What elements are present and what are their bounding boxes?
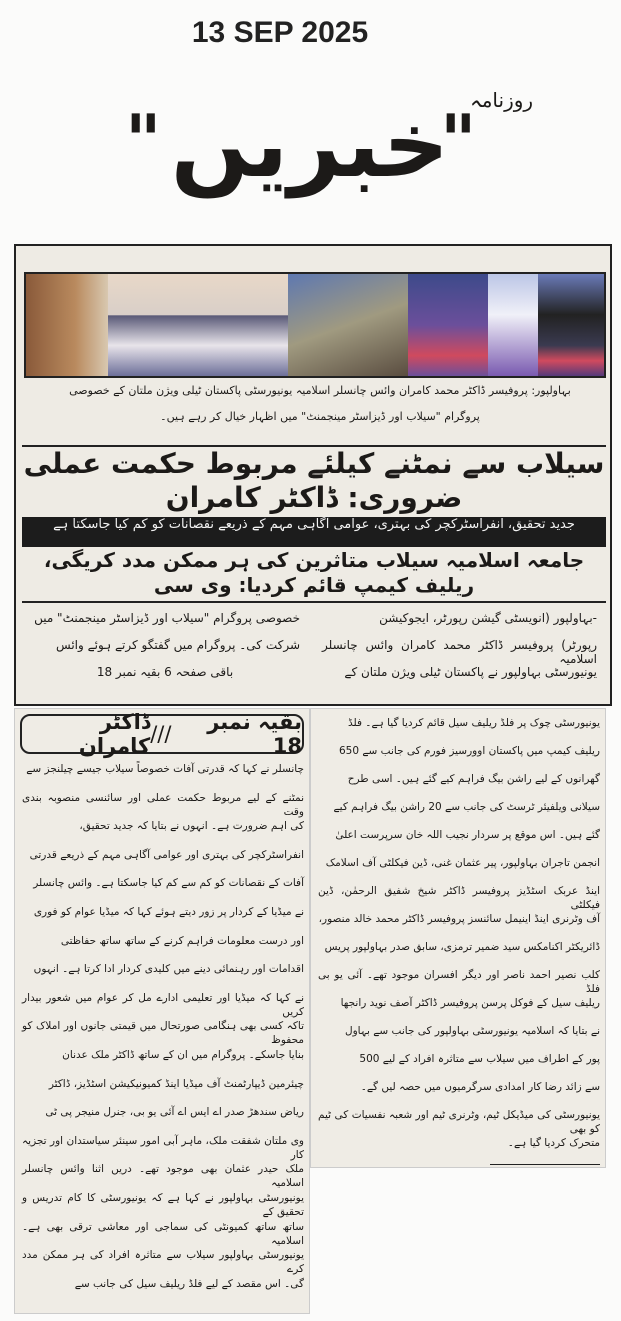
photo-panel [26, 274, 108, 376]
text-line: یونیورسٹی بہاولپور نے پاکستان ٹیلی ویژن ملتان کے [344, 665, 597, 679]
text-line: یونیورسٹی چوک پر فلڈ ریلیف سیل قائم کردیا گیا ہے۔ فلڈ [347, 717, 600, 729]
text-line: ریلیف سیل کے فوکل پرسن پروفیسر ڈاکٹر آصف نوید رانجھا [340, 997, 600, 1009]
text-line: گئے ہیں۔ اس موقع پر سردار نجیب اللہ خان سرپرست اعلیٰ [335, 829, 600, 841]
text-line: سے زائد رضا کار امدادی سرگرمیوں میں حصہ لیں گے۔ [360, 1081, 600, 1093]
continuation-title: ڈاکٹر کامران [78, 710, 151, 758]
news-photo [24, 272, 606, 378]
lead-column-right [322, 612, 597, 693]
text-line: نے کہا کہ میڈیا اور تعلیمی ادارے مل کر عوام میں شعور بیدار کریں [22, 991, 304, 1018]
photo-panel [488, 274, 538, 376]
text-line: نے بتایا کہ اسلامیہ یونیورسٹی بہاولپور کی جانب سے بہاول [344, 1025, 600, 1037]
masthead-quote-close: " [125, 100, 162, 182]
text-line: یونیورسٹی بہاولپور سیلاب سے متاثرہ افراد کی ہر ممکن مدد کرے [22, 1249, 304, 1276]
text-line: گھرانوں کے لیے راشن بیگ فراہم کیے گئے ہیں۔ اسی طرح [347, 773, 600, 785]
divider [22, 601, 606, 603]
text-line: انجمن تاجران بہاولپور، پیر عثمان غنی، ڈین فیکلٹی آف اسلامک [325, 857, 600, 869]
text-line: -بہاولپور (انویسٹی گیشن رپورٹر، ایجوکیشن [379, 611, 597, 625]
text-line: اینڈ عربک اسٹڈیز پروفیسر ڈاکٹر شیخ شفیق الرحمٰن، ڈین فیکلٹی [318, 885, 600, 911]
text-line: کلب نصیر احمد ناصر اور دیگر افسران موجود تھے۔ آئی یو بی فلڈ [318, 969, 600, 995]
headline: سیلاب سے نمٹنے کیلئے مربوط حکمت عملی ضروری: ڈاکٹر کامران [23, 447, 605, 514]
continuation-text-left [22, 762, 304, 1305]
text-line: متحرک کردیا گیا ہے۔ [507, 1137, 600, 1149]
photo-panel [288, 274, 408, 376]
text-line: یونیورسٹی کی میڈیکل ٹیم، وٹرنری ٹیم اور شعبہ نفسیات کی ٹیم کو بھی [318, 1109, 600, 1135]
text-line: اور درست معلومات فراہم کرنے کے ساتھ ساتھ حفاظتی [60, 934, 304, 947]
lead-column-left [30, 612, 300, 693]
text-line: کی اہم ضرورت ہے۔ انہوں نے بتایا کہ جدید تحقیق، [79, 820, 304, 833]
text-line: خصوصی پروگرام "سیلاب اور ڈیزاسٹر مینجمنٹ" میں [34, 611, 300, 625]
masthead-logo: خبریں [170, 91, 450, 198]
caption-line: پروگرام "سیلاب اور ڈیزاسٹر مینجمنٹ" میں اظہار خیال کر رہے ہیں۔ [160, 410, 480, 423]
text-line: تاکہ کسی بھی ہنگامی صورتحال میں قیمتی جانوں اور املاک کو محفوظ [22, 1020, 304, 1047]
continuation-label: بقیہ نمبر 18 [207, 710, 302, 758]
text-line: سیلانی ویلفیئر ٹرسٹ کی جانب سے 20 راشن بیگ فراہم کیے [333, 801, 600, 813]
masthead-prefix: روزنامہ [470, 88, 534, 112]
text-line: بنایا جاسکے۔ پروگرام میں ان کے ساتھ ڈاکٹر ملک عدنان [62, 1048, 304, 1061]
caption-line: بہاولپور: پروفیسر ڈاکٹر محمد کامران وائس چانسلر اسلامیہ یونیورسٹی پاکستان ٹیلی ویژن ملتان کے خصوصی [69, 384, 571, 397]
text-line: ملک حیدر عثمان بھی موجود تھے۔ دریں اثنا وائس چانسلر اسلامیہ [22, 1163, 304, 1190]
photo-panel [538, 274, 604, 376]
publication-date: 13 SEP 2025 [191, 16, 369, 49]
text-line: گی۔ اس مقصد کے لیے فلڈ ریلیف سیل کی جانب سے [74, 1277, 304, 1290]
text-line: اقدامات اور رہنمائی دینے میں کلیدی کردار ادا کرتا ہے۔ انہوں [33, 963, 304, 976]
subheadline: جامعہ اسلامیہ سیلاب متاثرین کی ہر ممکن مدد کریگی، ریلیف کیمپ قائم کردیا: وی سی [43, 548, 585, 597]
text-line: چانسلر نے کہا کہ قدرتی آفات خصوصاً سیلاب جیسے چیلنجز سے [26, 763, 304, 775]
separator-slashes: /// [150, 722, 172, 746]
text-line: آفات کے نقصانات کو کم سے کم کیا جاسکتا ہے۔ وائس چانسلر [33, 877, 304, 890]
text-line: یونیورسٹی بہاولپور نے کہا ہے کہ یونیورسٹی کا کام تدریس و تحقیق کے [22, 1191, 304, 1218]
photo-panel [108, 274, 288, 376]
text-line: پور کے اطراف میں سیلاب سے متاثرہ افراد کے لیے 500 [359, 1053, 600, 1065]
text-line: شرکت کی۔ پروگرام میں گفتگو کرتے ہوئے وائس [56, 638, 300, 652]
text-line: انفراسٹرکچر کی بہتری اور عوامی آگاہی مہم کے ذریعے قدرتی [29, 848, 304, 861]
text-line: وی ملتان شفقت ملک، ماہر آبی امور سینئر سیاستدان اور تجزیہ کار [22, 1134, 304, 1161]
text-line: ریاض سندھڑ صدر اے ایس اے آئی یو بی، جنرل منیجر پی ٹی [45, 1106, 304, 1119]
text-line: نے میڈیا کے کردار پر زور دیتے ہوئے کہا کہ میڈیا عوام کو فوری [33, 905, 304, 918]
continuation-text-right [318, 716, 600, 1164]
text-line: چیئرمین ڈیپارٹمنٹ آف میڈیا اینڈ کمیونیکیشن اسٹڈیز، ڈاکٹر [48, 1077, 304, 1090]
continuation-header [20, 710, 304, 758]
text-line: ریلیف کیمپ میں پاکستان اوورسیز فورم کی جانب سے 650 [338, 745, 600, 757]
text-line: ڈائریکٹر اکنامکس سید ضمیر ترمزی، سابق صدر بہاولپور پریس [324, 941, 600, 953]
photo-caption [40, 384, 600, 436]
end-rule [490, 1164, 600, 1165]
text-line: ساتھ ساتھ کمیونٹی کی سماجی اور معاشی ترقی بھی ہے۔ اسلامیہ [22, 1220, 304, 1247]
continued-note: باقی صفحہ 6 بقیہ نمبر 18 [96, 665, 234, 679]
highlight-bar: جدید تحقیق، انفراسٹرکچر کی بہتری، عوامی آگاہی مہم کے ذریعے نقصانات کو کم کیا جاسکتا ہے [22, 517, 606, 547]
text-line: نمٹنے کے لیے مربوط حکمت عملی اور سائنسی منصوبہ بندی وقت [22, 791, 304, 818]
photo-panel [408, 274, 488, 376]
masthead-quote-open: " [440, 100, 477, 182]
text-line: رپورٹر) پروفیسر ڈاکٹر محمد کامران وائس چانسلر اسلامیہ [322, 638, 597, 666]
text-line: آف وٹرنری اینڈ اینیمل سائنسز پروفیسر ڈاکٹر محمد خالد منصور، [318, 913, 600, 925]
